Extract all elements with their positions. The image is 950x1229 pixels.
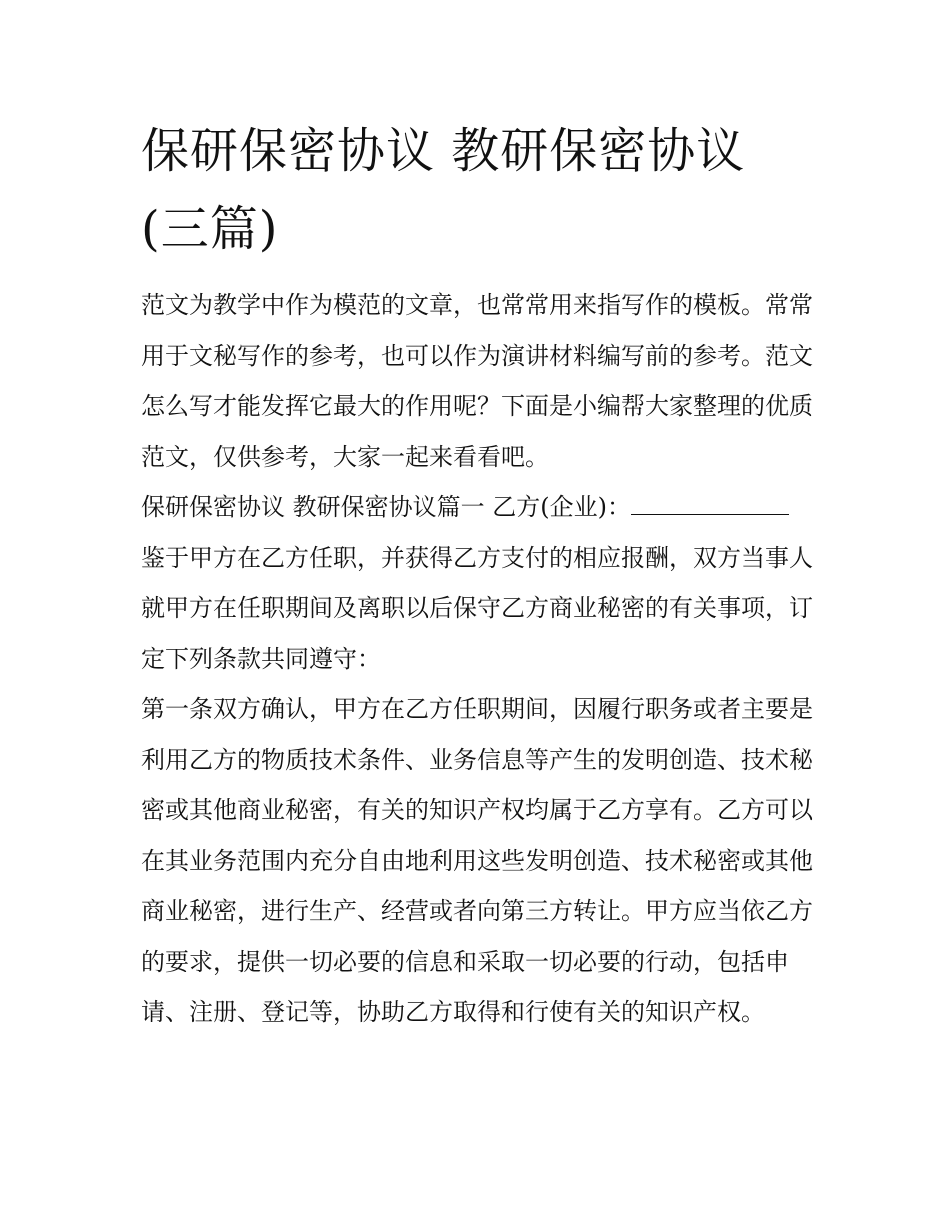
section-heading: 保研保密协议 教研保密协议篇一 乙方(企业)： (141, 493, 631, 521)
intro-paragraph: 范文为教学中作为模范的文章，也常常用来指写作的模板。常常用于文秘写作的参考，也可以作为演讲材料编写前的参考。范文怎么写才能发挥它最大的作用呢？下面是小编帮大家整理的优质范文，仅供参考，大家一起来看看吧。 (141, 291, 813, 471)
title-line-2: (三篇) (141, 201, 279, 257)
document-title (141, 112, 813, 268)
clause-preamble: 鉴于甲方在乙方任职，并获得乙方支付的相应报酬，双方当事人就甲方在任职期间及离职以后保守乙方商业秘密的有关事项，订定下列条款共同遵守： (141, 543, 813, 673)
fill-in-blank (631, 492, 789, 515)
clause-1: 第一条双方确认，甲方在乙方任职期间，因履行职务或者主要是利用乙方的物质技术条件、业务信息等产生的发明创造、技术秘密或其他商业秘密，有关的知识产权均属于乙方享有。乙方可以在其业务范围内充分自由地利用这些发明创造、技术秘密或其他商业秘密，进行生产、经营或者向第三方转让。甲方应当依乙方的要求，提供一切必要的信息和采取一切必要的行动，包括申请、注册、登记等，协助乙方取得和行使有关的知识产权。 (141, 695, 813, 1026)
document-body (141, 280, 813, 1038)
document-page (141, 112, 813, 1038)
section-heading-line (141, 482, 813, 533)
title-line-1: 保研保密协议 教研保密协议 (141, 123, 746, 179)
